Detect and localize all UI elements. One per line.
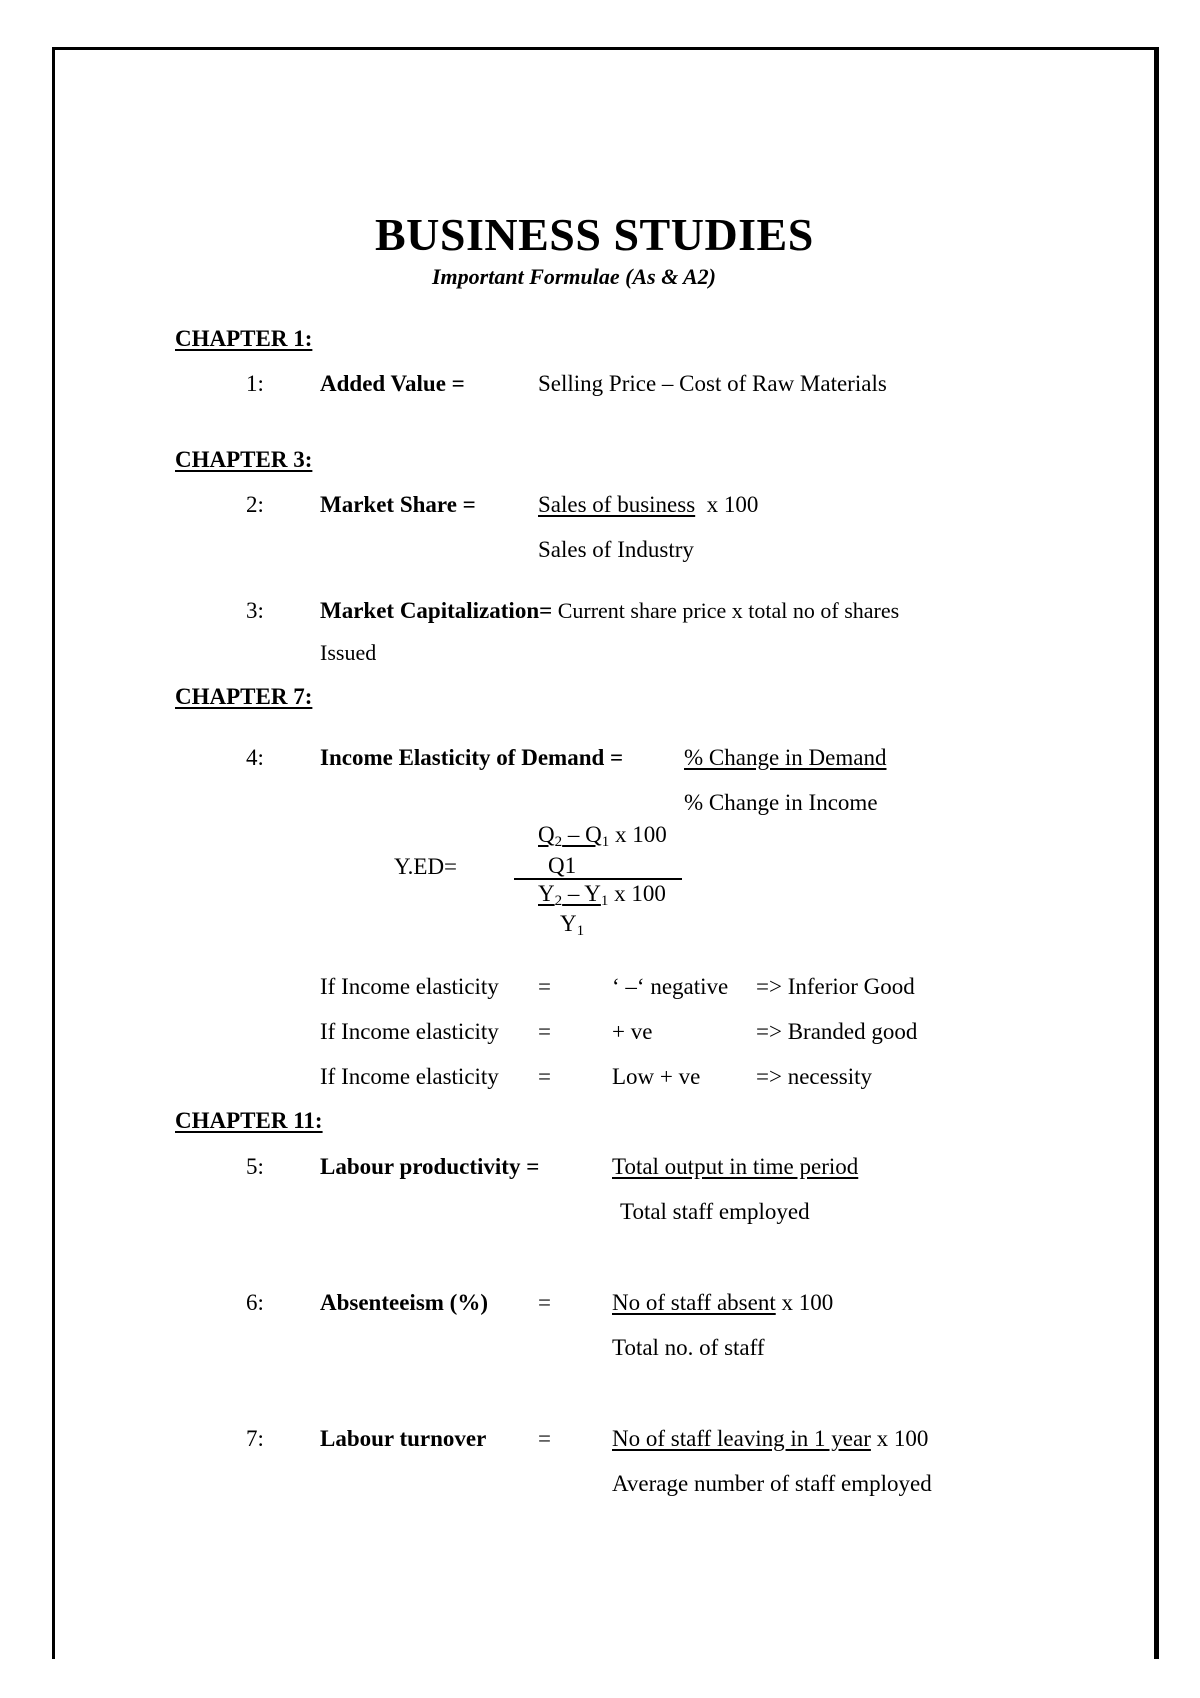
elasticity-row-1-result: => Inferior Good [756,974,915,999]
yed-y2: Y [538,881,555,906]
yed-q-multiplier: x 100 [609,822,667,847]
formula-6-numerator [612,1291,833,1314]
page-subtitle: Important Formulae (As & A2) [432,264,717,289]
formula-2-multiplier: x 100 [706,492,759,517]
formula-6-numerator-text: No of staff absent [612,1290,776,1315]
chapter-7-heading: CHAPTER 7: [175,684,313,709]
page-border-left [52,47,55,1659]
formula-4-numerator: % Change in Demand [684,745,887,770]
formula-2-numerator-text: Sales of business [538,492,696,517]
yed-y-multiplier: x 100 [608,881,666,906]
formula-1-number: 1: [246,371,264,396]
formula-7-multiplier: x 100 [870,1426,929,1451]
formula-3-equals: = [539,598,553,623]
formula-1-expression: Selling Price – Cost of Raw Materials [538,371,887,396]
chapter-3-heading: CHAPTER 3: [175,447,313,472]
elasticity-row-2-result: => Branded good [756,1019,918,1044]
yed-q-minus: – Q [562,822,602,847]
yed-main-fraction-bar [514,878,682,880]
formula-7-label: Labour turnover [320,1426,487,1451]
formula-5-label: Labour productivity = [320,1154,540,1179]
yed-q2: Q [538,822,555,847]
elasticity-row-1-equals: = [538,974,551,999]
yed-y-numerator [538,881,666,909]
yed-q-numerator [538,822,667,850]
yed-y-denominator [560,911,585,939]
page-border-top [52,47,1158,50]
formula-2-number: 2: [246,492,264,517]
yed-label: Y.ED= [394,854,458,879]
elasticity-row-3-result: => necessity [756,1064,872,1089]
formula-7-denominator: Average number of staff employed [612,1471,932,1496]
formula-3-expression: Current share price x total no of shares [552,598,900,623]
formula-3-label: Market Capitalization [320,598,540,623]
formula-3-number: 3: [246,598,264,623]
yed-q-difference [538,822,610,850]
formula-6-label: Absenteeism (%) [320,1290,488,1315]
elasticity-row-2-equals: = [538,1019,551,1044]
chapter-11-heading: CHAPTER 11: [175,1108,323,1133]
formula-4-number: 4: [246,745,264,770]
page-border-right [1154,47,1159,1659]
formula-4-denominator: % Change in Income [684,790,878,815]
formula-2-label: Market Share = [320,492,476,517]
formula-5-denominator: Total staff employed [620,1199,810,1224]
elasticity-row-2-value: + ve [612,1019,653,1044]
yed-q-denominator: Q1 [548,853,577,878]
formula-3-continuation: Issued [320,640,377,665]
formula-5-number: 5: [246,1154,264,1179]
formula-2-denominator: Sales of Industry [538,537,694,562]
formula-6-equals: = [538,1290,551,1315]
elasticity-row-3-value: Low + ve [612,1064,701,1089]
formula-4-label: Income Elasticity of Demand = [320,745,624,770]
formula-6-denominator: Total no. of staff [612,1335,765,1360]
yed-y1: Y [560,911,577,936]
yed-y2-sub: 2 [554,893,563,909]
formula-3-line [320,599,899,622]
formula-7-number: 7: [246,1426,264,1451]
formula-6-number: 6: [246,1290,264,1315]
yed-q2-sub: 2 [554,834,563,850]
formula-2-numerator [538,493,758,516]
formula-7-numerator [612,1427,928,1450]
page-title: BUSINESS STUDIES [375,209,814,260]
formula-6-multiplier: x 100 [775,1290,834,1315]
formula-7-equals: = [538,1426,551,1451]
elasticity-row-1-condition: If Income elasticity [320,974,499,999]
yed-y-minus: – Y [562,881,601,906]
yed-y-difference [538,881,609,909]
yed-y1-sub: 1 [600,893,609,909]
formula-1-label: Added Value = [320,371,465,396]
elasticity-row-1-value: ‘ –‘ negative [612,974,729,999]
yed-q1-sub: 1 [601,834,610,850]
elasticity-row-3-equals: = [538,1064,551,1089]
elasticity-row-2-condition: If Income elasticity [320,1019,499,1044]
formula-7-numerator-text: No of staff leaving in 1 year [612,1426,871,1451]
elasticity-row-3-condition: If Income elasticity [320,1064,499,1089]
chapter-1-heading: CHAPTER 1: [175,326,313,351]
yed-y1-sub-den: 1 [576,923,585,939]
formula-5-numerator: Total output in time period [612,1154,859,1179]
